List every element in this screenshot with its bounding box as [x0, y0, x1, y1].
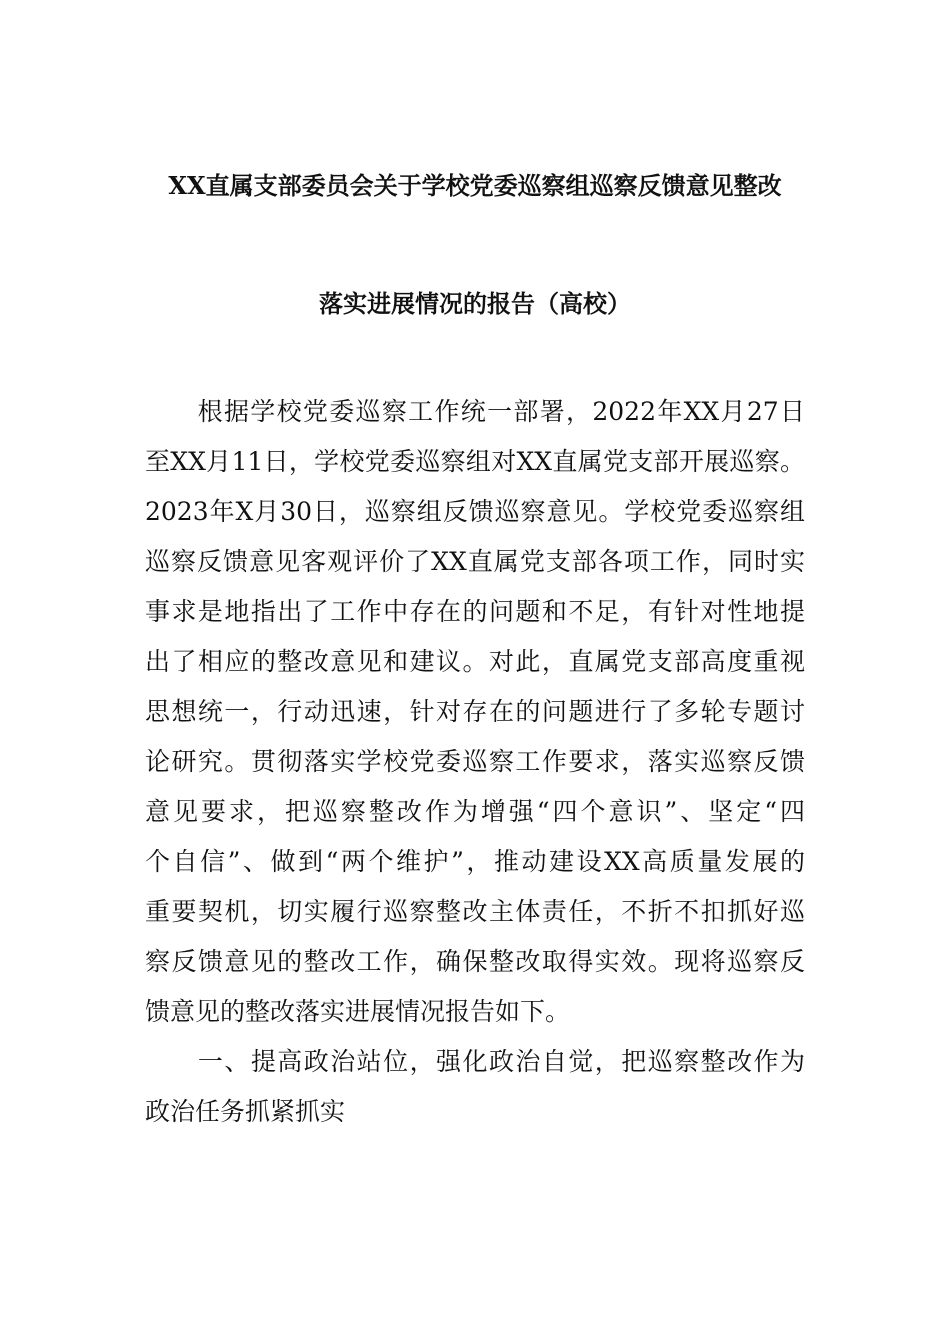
paragraph-line: 根据学校党委巡察工作统一部署，2022年XX月27日: [145, 397, 805, 426]
paragraph-line: 察反馈意见的整改工作，确保整改取得实效。现将巡察反: [145, 947, 805, 976]
paragraph-line: 至XX月11日，学校党委巡察组对XX直属党支部开展巡察。: [145, 447, 805, 476]
paragraph-line: 意见要求，把巡察整改作为增强“四个意识”、坚定“四: [145, 797, 805, 826]
paragraph-line: 事求是地指出了工作中存在的问题和不足，有针对性地提: [145, 597, 805, 626]
section-heading-line: 政治任务抓紧抓实: [145, 1097, 346, 1126]
section-heading-line: 一、提高政治站位，强化政治自觉，把巡察整改作为: [145, 1047, 805, 1076]
paragraph-line: 2023年X月30日，巡察组反馈巡察意见。学校党委巡察组: [145, 497, 805, 526]
paragraph-line: 重要契机，切实履行巡察整改主体责任，不折不扣抓好巡: [145, 897, 805, 926]
paragraph-line: 论研究。贯彻落实学校党委巡察工作要求，落实巡察反馈: [145, 747, 805, 776]
title-line-1: XX直属支部委员会关于学校党委巡察组巡察反馈意见整改: [168, 171, 782, 200]
paragraph-line: 馈意见的整改落实进展情况报告如下。: [145, 997, 571, 1026]
paragraph-line: 巡察反馈意见客观评价了XX直属党支部各项工作，同时实: [145, 547, 805, 576]
paragraph-line: 出了相应的整改意见和建议。对此，直属党支部高度重视: [145, 647, 805, 676]
paragraph-line: 个自信”、做到“两个维护”，推动建设XX高质量发展的: [145, 847, 805, 876]
paragraph-line: 思想统一，行动迅速，针对存在的问题进行了多轮专题讨: [145, 697, 805, 726]
title-line-2: 落实进展情况的报告（高校）: [319, 289, 631, 318]
